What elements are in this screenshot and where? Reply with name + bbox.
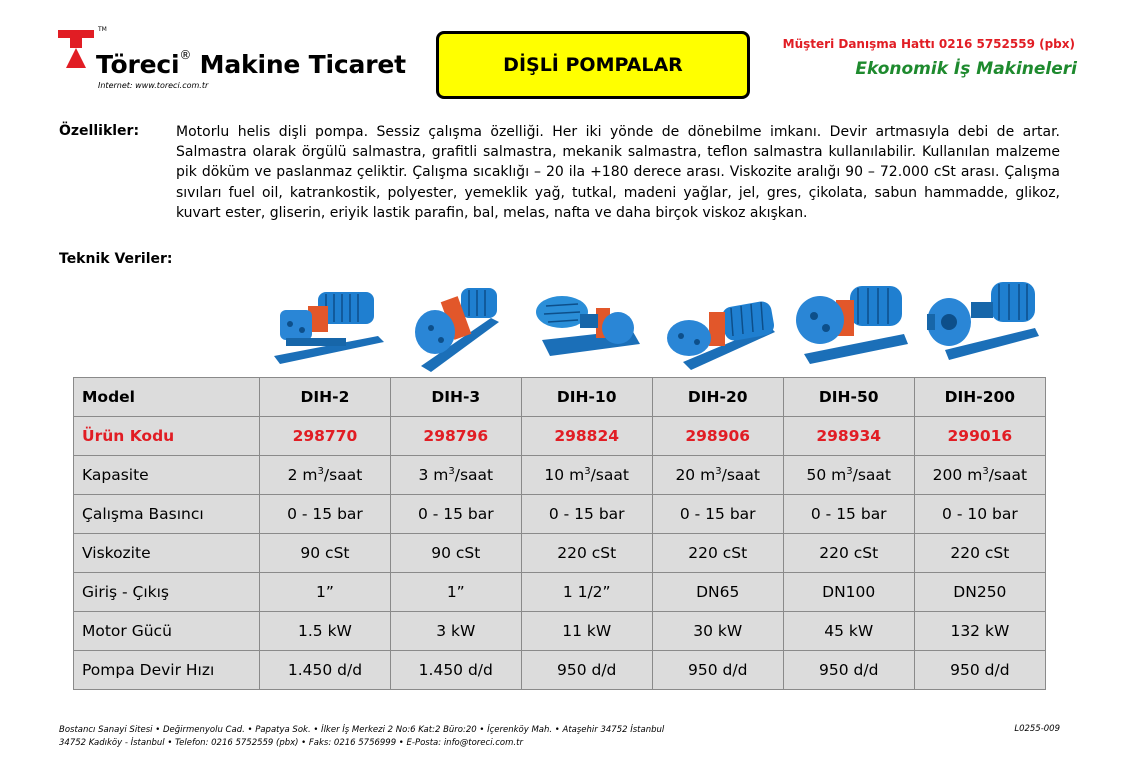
registered-mark: ® (179, 48, 192, 62)
model-cell: DIH-10 (521, 378, 652, 417)
capacity-number: 10 (544, 466, 565, 485)
table-cell: 1.5 kW (260, 612, 391, 651)
pump-icon (784, 278, 915, 376)
features-text: Motorlu helis dişli pompa. Sessiz çalışma özelliği. Her iki yönde de dönebilme imkanı. Devir artmasıyla debi de artar. Salmastra olarak örgülü salmastra, grafitli salmastra, mekanik salmastra, teflon salmastra kullanılabilir. Kullanılan malzeme pik döküm ve paslanmaz çeliktir. Çalışma sıcaklığı – 20 ila +180 derece arası. Viskozite aralığı 90 – 72.000 cSt arası. Çalışma sıvıları fuel oil, katrankostik, polyester, yemeklik yağ, tutkal, madeni yağlar, jel, gres, çikolata, sabun hammadde, glikoz, kuvart ester, gliserin, eriyik lastik parafin, bal, melas, nafta ve daha birçok viskoz akışkan. (176, 124, 1060, 221)
website-text: Internet: www.toreci.com.tr (98, 81, 209, 90)
product-code-cell: 298796 (390, 417, 521, 456)
table-row-motor-power (74, 612, 1046, 651)
table-row-pump-speed (74, 651, 1046, 690)
capacity-suffix: /saat (323, 466, 363, 485)
company-name-main: Töreci (96, 50, 180, 79)
table-cell: 220 cSt (783, 534, 914, 573)
table-cell: 0 - 10 bar (914, 495, 1045, 534)
capacity-suffix: /saat (454, 466, 494, 485)
table-cell: 90 cSt (260, 534, 391, 573)
pump-dih-10-image (522, 278, 653, 376)
table-cell: 950 d/d (521, 651, 652, 690)
table-cell: 3 kW (390, 612, 521, 651)
footer-line-1: Bostancı Sanayi Sitesi • Değirmenyolu Cad. • Papatya Sok. • İlker İş Merkezi 2 No:6 Kat:2 Büro:20 • İçerenköy Mah. • Ataşehir 34752 İstanbul (59, 725, 665, 735)
table-cell: 0 - 15 bar (652, 495, 783, 534)
table-cell: 950 d/d (914, 651, 1045, 690)
row-label: Çalışma Basıncı (74, 495, 260, 534)
capacity-cell (260, 456, 391, 495)
table-cell: DN65 (652, 573, 783, 612)
page-title: DİŞLİ POMPALAR (436, 31, 750, 99)
model-cell: DIH-2 (260, 378, 391, 417)
footer-address (59, 724, 664, 750)
capacity-exponent: 3 (584, 465, 591, 477)
customer-hotline: Müşteri Danışma Hattı 0216 5752559 (pbx) (782, 37, 1075, 51)
pump-icon (653, 278, 784, 376)
capacity-number: 3 (418, 466, 429, 485)
table-cell: 220 cSt (521, 534, 652, 573)
model-cell: DIH-200 (914, 378, 1045, 417)
capacity-cell (783, 456, 914, 495)
features-label: Özellikler: (59, 123, 140, 139)
technical-data-label: Teknik Veriler: (59, 251, 173, 267)
capacity-unit: m (433, 466, 449, 485)
company-logo (58, 24, 438, 94)
pump-icon (260, 278, 391, 376)
capacity-cell (914, 456, 1045, 495)
footer-line-2: 34752 Kadıköy - İstanbul • Telefon: 0216 5752559 (pbx) • Faks: 0216 5756999 • E-Posta: info@toreci.com.tr (59, 738, 523, 748)
trademark-symbol: TM (98, 26, 107, 33)
row-label: Motor Gücü (74, 612, 260, 651)
capacity-unit: m (569, 466, 585, 485)
table-row-pressure (74, 495, 1046, 534)
company-name (96, 50, 406, 79)
product-code-cell: 298934 (783, 417, 914, 456)
table-row-capacity (74, 456, 1046, 495)
company-name-rest: Makine Ticaret (191, 50, 406, 79)
table-cell: 1” (260, 573, 391, 612)
table-cell: 30 kW (652, 612, 783, 651)
capacity-unit: m (700, 466, 716, 485)
table-cell: 1 1/2” (521, 573, 652, 612)
pump-dih-20-image (653, 278, 784, 376)
table-cell: 950 d/d (783, 651, 914, 690)
row-label: Model (74, 378, 260, 417)
pump-dih-50-image (784, 278, 915, 376)
pump-icon (522, 278, 653, 376)
model-cell: DIH-3 (390, 378, 521, 417)
row-label: Ürün Kodu (74, 417, 260, 456)
table-cell: 1.450 d/d (390, 651, 521, 690)
capacity-exponent: 3 (846, 465, 853, 477)
slogan: Ekonomik İş Makineleri (855, 59, 1077, 79)
pump-icon (391, 278, 522, 376)
table-cell: 220 cSt (652, 534, 783, 573)
capacity-suffix: /saat (988, 466, 1028, 485)
table-cell: 0 - 15 bar (521, 495, 652, 534)
capacity-cell (390, 456, 521, 495)
capacity-unit: m (302, 466, 318, 485)
capacity-number: 50 (806, 466, 827, 485)
table-cell: DN250 (914, 573, 1045, 612)
table-cell: 0 - 15 bar (783, 495, 914, 534)
capacity-suffix: /saat (852, 466, 891, 485)
table-cell: 0 - 15 bar (390, 495, 521, 534)
table-cell: 11 kW (521, 612, 652, 651)
logo-mark-bar (58, 30, 94, 38)
capacity-exponent: 3 (715, 465, 722, 477)
capacity-number: 2 (287, 466, 298, 485)
table-row-product-code (74, 417, 1046, 456)
model-cell: DIH-20 (652, 378, 783, 417)
row-label: Pompa Devir Hızı (74, 651, 260, 690)
row-label: Kapasite (74, 456, 260, 495)
pump-dih-3-image (391, 278, 522, 376)
product-code-cell: 298824 (521, 417, 652, 456)
capacity-number: 200 (932, 466, 963, 485)
capacity-exponent: 3 (317, 465, 324, 477)
table-cell: 132 kW (914, 612, 1045, 651)
capacity-suffix: /saat (590, 466, 629, 485)
capacity-unit: m (831, 466, 847, 485)
model-cell: DIH-50 (783, 378, 914, 417)
capacity-exponent: 3 (982, 465, 989, 477)
table-cell: 0 - 15 bar (260, 495, 391, 534)
table-cell: 90 cSt (390, 534, 521, 573)
table-cell: 1.450 d/d (260, 651, 391, 690)
product-code-cell: 299016 (914, 417, 1045, 456)
row-label: Giriş - Çıkış (74, 573, 260, 612)
capacity-suffix: /saat (721, 466, 760, 485)
capacity-cell (652, 456, 783, 495)
capacity-exponent: 3 (448, 465, 455, 477)
document-reference: L0255-009 (1014, 724, 1060, 734)
product-code-cell: 298906 (652, 417, 783, 456)
logo-mark-stem (70, 38, 82, 48)
pump-image-row (260, 278, 1046, 376)
table-row-viscosity (74, 534, 1046, 573)
table-cell: 45 kW (783, 612, 914, 651)
table-cell: 220 cSt (914, 534, 1045, 573)
capacity-number: 20 (675, 466, 696, 485)
table-cell: 1” (390, 573, 521, 612)
table-row-model (74, 378, 1046, 417)
pump-icon (915, 278, 1046, 376)
spec-table (73, 377, 1046, 690)
capacity-unit: m (967, 466, 983, 485)
capacity-cell (521, 456, 652, 495)
pump-dih-200-image (915, 278, 1046, 376)
product-code-cell: 298770 (260, 417, 391, 456)
table-row-inlet-outlet (74, 573, 1046, 612)
table-cell: DN100 (783, 573, 914, 612)
row-label: Viskozite (74, 534, 260, 573)
table-cell: 950 d/d (652, 651, 783, 690)
pump-dih-2-image (260, 278, 391, 376)
logo-mark-base (66, 48, 86, 68)
